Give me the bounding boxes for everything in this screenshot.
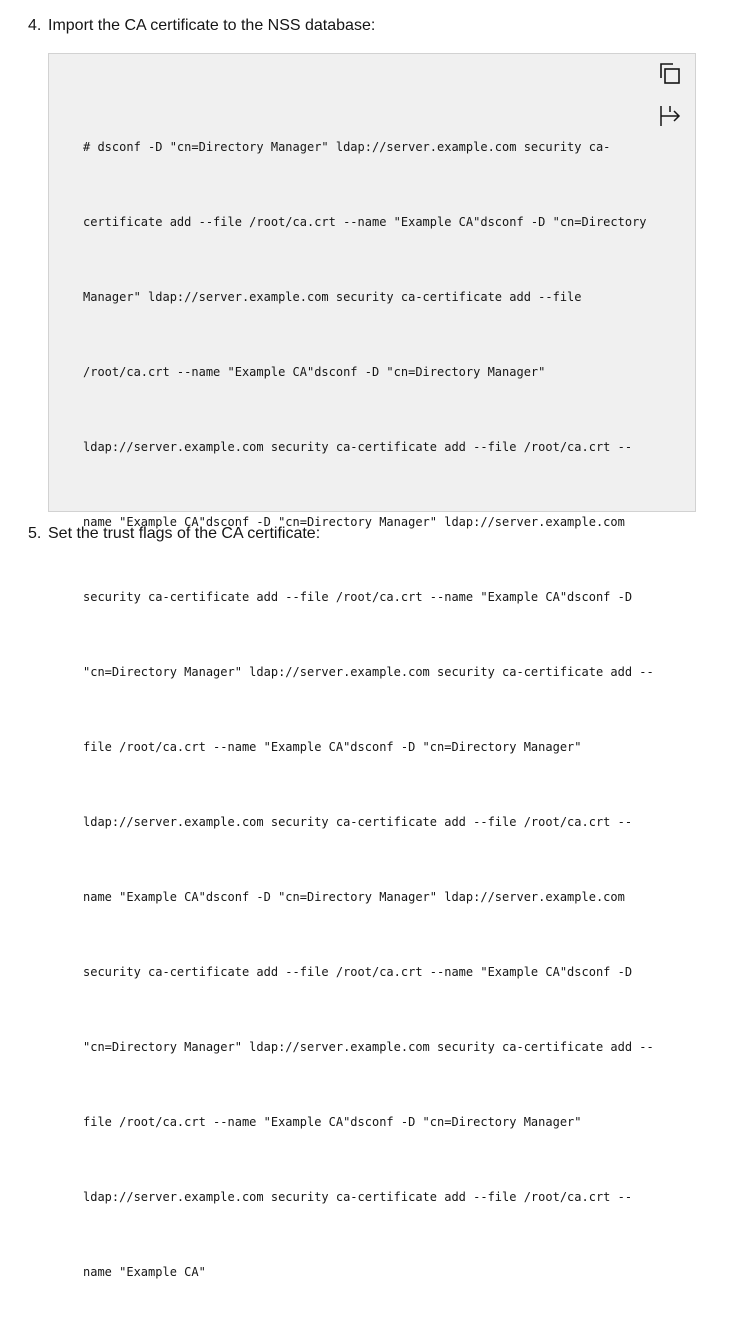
code-line: ldap://server.example.com security ca-certificate add --file /root/ca.crt -- xyxy=(83,440,633,454)
code-line: "cn=Directory Manager" ldap://server.example.com security ca-certificate add -- xyxy=(83,1040,654,1054)
code-line: name "Example CA"dsconf -D "cn=Directory Manager" ldap://server.example.com xyxy=(83,515,625,529)
wrap-toggle-icon xyxy=(657,104,683,128)
step-4 xyxy=(28,16,375,36)
copy-button[interactable] xyxy=(657,61,683,87)
copy-icon xyxy=(657,61,683,87)
code-line: ldap://server.example.com security ca-certificate add --file /root/ca.crt -- xyxy=(83,815,633,829)
step-number: 5. xyxy=(28,525,42,542)
code-line: "cn=Directory Manager" ldap://server.example.com security ca-certificate add -- xyxy=(83,665,654,679)
code-line: certificate add --file /root/ca.crt --name "Example CA"dsconf -D "cn=Directory xyxy=(83,215,647,229)
code-line: name "Example CA" xyxy=(83,1265,206,1279)
code-line: ldap://server.example.com security ca-certificate add --file /root/ca.crt -- xyxy=(83,1190,633,1204)
step-text: Import the CA certificate to the NSS database: xyxy=(48,17,376,34)
code-line: /root/ca.crt --name "Example CA"dsconf -D "cn=Directory Manager" xyxy=(83,365,546,379)
code-line: # dsconf -D "cn=Directory Manager" ldap://server.example.com security ca- xyxy=(83,140,611,154)
step-number: 4. xyxy=(28,17,42,34)
wrap-toggle-button[interactable] xyxy=(657,104,683,128)
code-line: Manager" ldap://server.example.com security ca-certificate add --file xyxy=(83,290,582,304)
code-line: file /root/ca.crt --name "Example CA"dsconf -D "cn=Directory Manager" xyxy=(83,1115,582,1129)
code-line: security ca-certificate add --file /root/ca.crt --name "Example CA"dsconf -D xyxy=(83,590,633,604)
code-line: name "Example CA"dsconf -D "cn=Directory Manager" ldap://server.example.com xyxy=(83,890,625,904)
code-line: file /root/ca.crt --name "Example CA"dsconf -D "cn=Directory Manager" xyxy=(83,740,582,754)
code-line: security ca-certificate add --file /root/ca.crt --name "Example CA"dsconf -D xyxy=(83,965,633,979)
code-lines xyxy=(83,85,654,1335)
step-text: Set the trust flags of the CA certificate: xyxy=(48,525,321,542)
step-5 xyxy=(28,524,320,544)
